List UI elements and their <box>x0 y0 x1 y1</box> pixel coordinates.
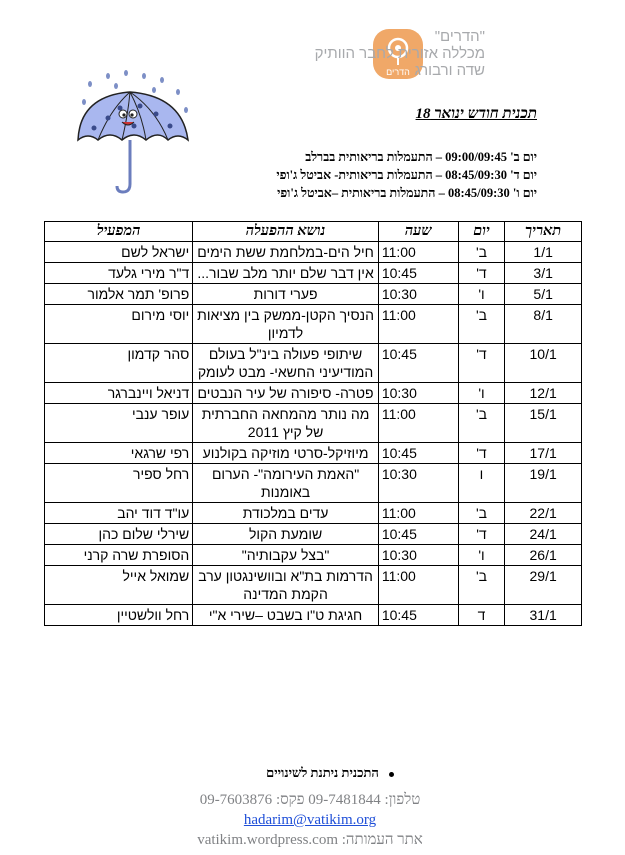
row-lecturer: פרופ' תמר אלמור <box>45 284 193 305</box>
session-line: יום ו' 08:45/09:30 – התעמלות בריאותית –אביטל ג'ופי <box>277 186 537 200</box>
row-topic: "האמת העירומה"- הערום באומנות <box>193 464 379 503</box>
row-time: 11:00 <box>378 242 458 263</box>
header-date: תאריך <box>505 222 582 242</box>
phone-number: 09-7481844 <box>308 792 381 808</box>
table-row <box>45 383 582 404</box>
row-time: 10:45 <box>378 344 458 383</box>
row-topic: עדים במלכודת <box>193 503 379 524</box>
exercise-sessions <box>97 148 537 202</box>
changes-note <box>200 765 460 781</box>
row-day: ו' <box>458 383 505 404</box>
session-line: יום ב' 09:00/09:45 – התעמלות בריאותית בברלב <box>305 150 537 164</box>
row-lecturer: עו"ד דוד יהב <box>45 503 193 524</box>
header-topic: נושא ההפעלה <box>193 222 379 242</box>
row-day: ד' <box>458 344 505 383</box>
table-row <box>45 404 582 443</box>
row-topic: מה נותר מהמחאה החברתית של קיץ 2011 <box>193 404 379 443</box>
row-day: ד' <box>458 443 505 464</box>
header-time: שעה <box>378 222 458 242</box>
row-date: 10/1 <box>505 344 582 383</box>
site-label: אתר העמותה: <box>341 832 423 848</box>
row-day: ב' <box>458 404 505 443</box>
row-topic: הנסיך הקטן-ממשק בין מציאות לדמיון <box>193 305 379 344</box>
table-row <box>45 263 582 284</box>
row-date: 1/1 <box>505 242 582 263</box>
table-row <box>45 545 582 566</box>
header-lecturer: המפעיל <box>45 222 193 242</box>
row-topic: שומעת הקול <box>193 524 379 545</box>
table-row <box>45 305 582 344</box>
row-date: 19/1 <box>505 464 582 503</box>
row-topic: פטרה- סיפורה של עיר הנבטים <box>193 383 379 404</box>
row-date: 3/1 <box>505 263 582 284</box>
table-header-row <box>45 222 582 242</box>
row-day: ב' <box>458 305 505 344</box>
session-line: יום ד' 08:45/09:30 – התעמלות בריאותית- אביטל ג'ופי <box>276 168 537 182</box>
row-topic: אין דבר שלם יותר מלב שבור... <box>193 263 379 284</box>
row-lecturer: ישראל לשם <box>45 242 193 263</box>
org-header <box>225 28 485 79</box>
row-topic: שיתופי פעולה בינ"ל בעולם המודיעיני החשאי- מבט לעומק <box>193 344 379 383</box>
table-row <box>45 503 582 524</box>
row-date: 17/1 <box>505 443 582 464</box>
row-date: 29/1 <box>505 566 582 605</box>
row-lecturer: דניאל ויינברגר <box>45 383 193 404</box>
table-row <box>45 464 582 503</box>
footer-phones <box>160 790 460 810</box>
row-topic: פערי דורות <box>193 284 379 305</box>
row-day: ד' <box>458 524 505 545</box>
row-lecturer: הסופרת שרה קרני <box>45 545 193 566</box>
email-link[interactable]: hadarim@vatikim.org <box>243 812 377 828</box>
row-topic: חיל הים-במלחמת ששת הימים <box>193 242 379 263</box>
header-day: יום <box>458 222 505 242</box>
row-time: 11:00 <box>378 404 458 443</box>
row-lecturer: עופר ענבי <box>45 404 193 443</box>
table-row <box>45 344 582 383</box>
site-link[interactable]: vatikim.wordpress.com <box>197 832 338 848</box>
row-date: 8/1 <box>505 305 582 344</box>
row-lecturer: שירלי שלום כהן <box>45 524 193 545</box>
row-lecturer: רפי שרגאי <box>45 443 193 464</box>
row-time: 10:30 <box>378 545 458 566</box>
table-row <box>45 566 582 605</box>
table-row <box>45 524 582 545</box>
row-time: 11:00 <box>378 305 458 344</box>
row-time: 10:45 <box>378 524 458 545</box>
phone-label: טלפון: <box>384 792 421 808</box>
row-day: ב' <box>458 242 505 263</box>
row-time: 10:45 <box>378 443 458 464</box>
bullet-icon <box>389 772 394 777</box>
fax-number: 09-7603876 <box>199 792 273 808</box>
row-topic: חגיגת ט"ו בשבט –שירי א"י <box>193 605 379 626</box>
row-lecturer: רחל ספיר <box>45 464 193 503</box>
fax-label: פקס: <box>275 792 305 808</box>
row-time: 11:00 <box>378 566 458 605</box>
org-name: "הדרים" <box>434 28 485 45</box>
row-topic: מיוזיקל-סרטי מוזיקה בקולנוע <box>193 443 379 464</box>
table-row <box>45 443 582 464</box>
row-date: 22/1 <box>505 503 582 524</box>
row-date: 31/1 <box>505 605 582 626</box>
row-time: 10:30 <box>378 464 458 503</box>
row-date: 26/1 <box>505 545 582 566</box>
row-day: ד <box>458 605 505 626</box>
row-topic: הדרמות בת"א ובוושינגטון ערב הקמת המדינה <box>193 566 379 605</box>
row-day: ו' <box>458 284 505 305</box>
row-date: 5/1 <box>505 284 582 305</box>
row-day: ב' <box>458 503 505 524</box>
row-day: ו <box>458 464 505 503</box>
row-topic: "בצל עקבותיה" <box>193 545 379 566</box>
org-line1: מכללה אזורית לחבר הוותיק <box>314 45 485 62</box>
row-time: 10:45 <box>378 263 458 284</box>
row-time: 11:00 <box>378 503 458 524</box>
row-lecturer: שמואל אייל <box>45 566 193 605</box>
row-date: 24/1 <box>505 524 582 545</box>
footer <box>160 790 460 850</box>
org-line2: שדה ורבורג <box>414 62 485 79</box>
table-row <box>45 605 582 626</box>
row-date: 12/1 <box>505 383 582 404</box>
table-row <box>45 284 582 305</box>
row-time: 10:30 <box>378 383 458 404</box>
row-lecturer: רחל וולשטיין <box>45 605 193 626</box>
table-row <box>45 242 582 263</box>
row-day: ב' <box>458 566 505 605</box>
footer-site <box>160 830 460 850</box>
plan-title: תכנית חודש ינואר 18 <box>415 106 537 122</box>
row-time: 10:45 <box>378 605 458 626</box>
row-lecturer: סהר קדמון <box>45 344 193 383</box>
row-lecturer: יוסי מירום <box>45 305 193 344</box>
row-lecturer: ד"ר מירי גלעד <box>45 263 193 284</box>
row-day: ד' <box>458 263 505 284</box>
row-day: ו' <box>458 545 505 566</box>
schedule-table <box>44 221 582 626</box>
row-date: 15/1 <box>505 404 582 443</box>
logo-text: הדרים <box>386 67 410 77</box>
changes-note-text: התכנית ניתנת לשינויים <box>266 765 379 780</box>
row-time: 10:30 <box>378 284 458 305</box>
